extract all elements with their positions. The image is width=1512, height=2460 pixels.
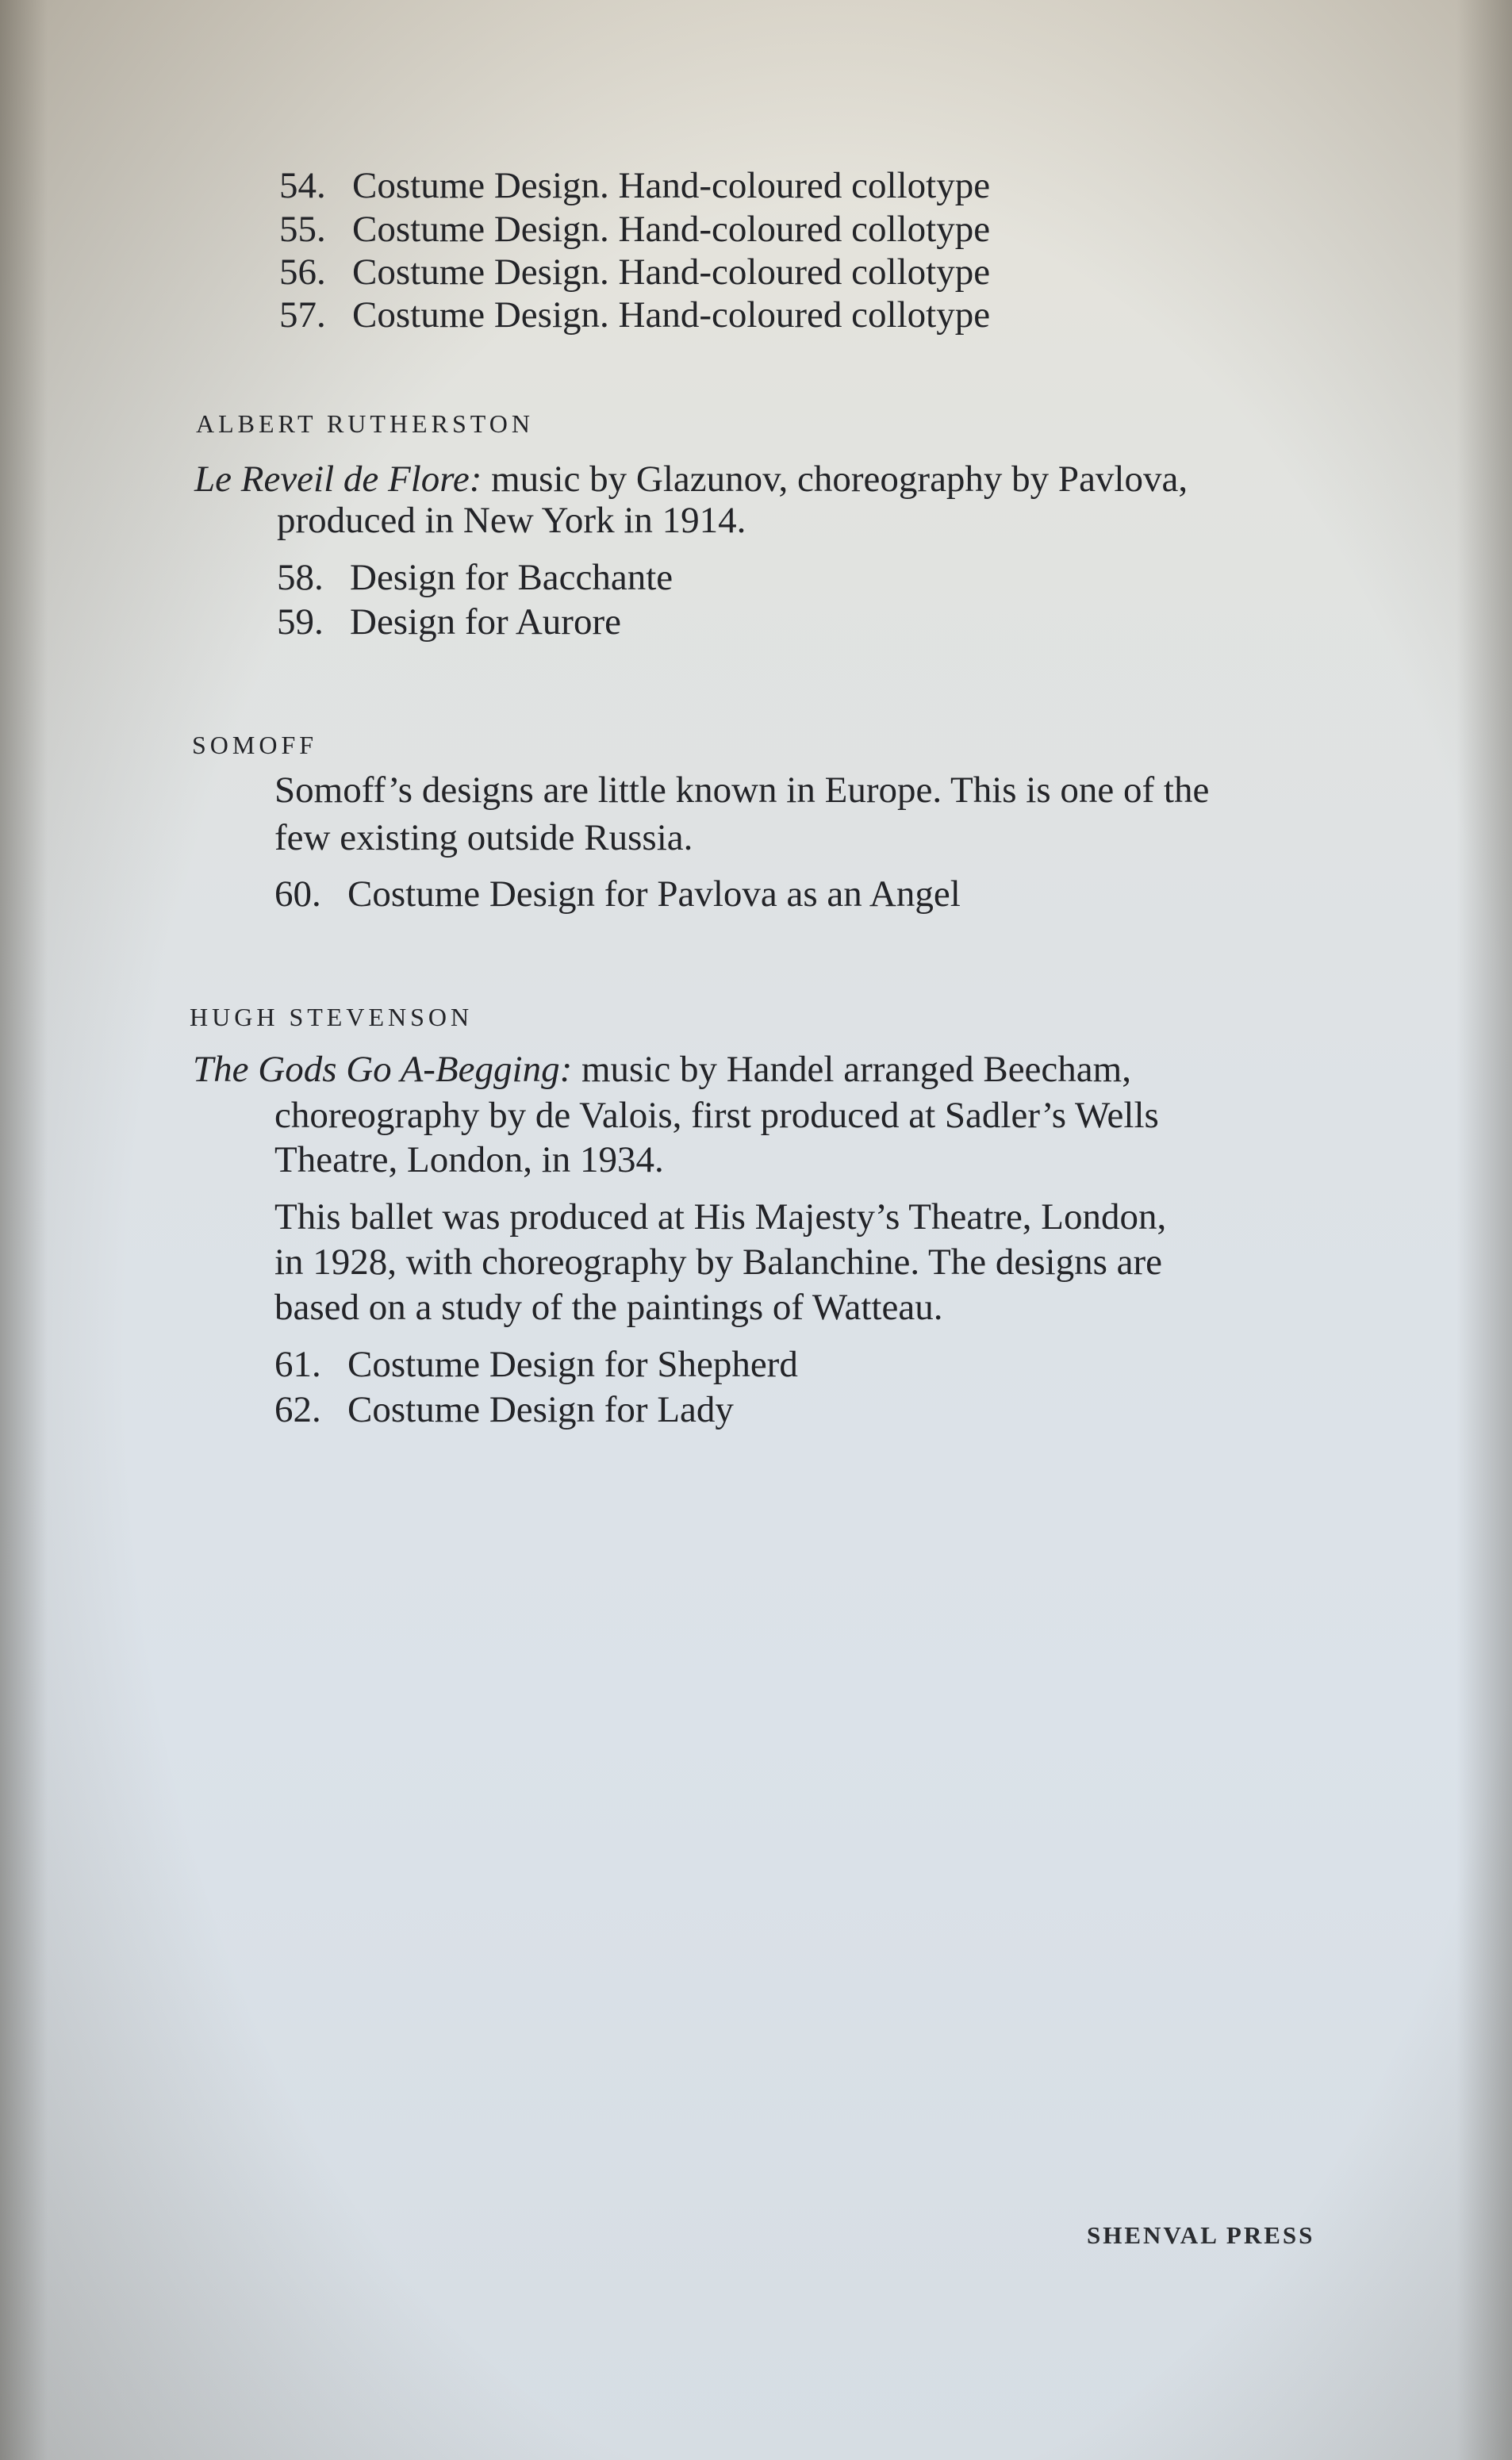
artist-heading: SOMOFF	[192, 731, 318, 759]
artist-note: Somoff’s designs are little known in Europe. This is one of the	[274, 769, 1210, 811]
item-text: Costume Design. Hand-coloured collotype	[352, 209, 991, 250]
list-item	[279, 250, 990, 294]
ballet-description-cont: produced in New York in 1914.	[277, 500, 746, 541]
page-shadow-left	[0, 0, 48, 2460]
list-item	[277, 555, 673, 600]
item-number: 54.	[279, 165, 326, 206]
artist-note-cont: few existing outside Russia.	[274, 817, 693, 858]
item-text: Costume Design. Hand-coloured collotype	[352, 294, 991, 336]
item-number: 62.	[274, 1389, 321, 1430]
item-number: 56.	[279, 251, 326, 293]
item-number: 57.	[279, 294, 326, 336]
item-text: Costume Design. Hand-coloured collotype	[352, 165, 991, 206]
item-text: Costume Design for Pavlova as an Angel	[347, 873, 961, 915]
ballet-description	[194, 457, 1188, 501]
item-text: Costume Design for Lady	[347, 1389, 734, 1430]
ballet-title: Le Reveil de Flore:	[194, 459, 482, 500]
item-text: Costume Design. Hand-coloured collotype	[352, 251, 991, 293]
list-item	[274, 1387, 734, 1432]
publisher-imprint: SHENVAL PRESS	[1087, 2221, 1315, 2249]
item-number: 61.	[274, 1344, 321, 1385]
ballet-note-cont: in 1928, with choreography by Balanchine. The designs are	[274, 1242, 1163, 1283]
list-item	[277, 600, 621, 644]
artist-heading: ALBERT RUTHERSTON	[196, 409, 534, 438]
page-shadow-right	[1456, 0, 1512, 2460]
list-item	[279, 293, 990, 337]
list-item	[279, 163, 990, 208]
item-number: 55.	[279, 209, 326, 250]
ballet-credits: music by Glazunov, choreography by Pavlova,	[482, 459, 1188, 500]
ballet-note-cont: based on a study of the paintings of Watteau.	[274, 1287, 943, 1328]
ballet-note: This ballet was produced at His Majesty’s Theatre, London,	[274, 1196, 1167, 1238]
item-text: Design for Aurore	[350, 601, 621, 643]
item-number: 60.	[274, 873, 321, 915]
ballet-credits: music by Handel arranged Beecham,	[572, 1049, 1131, 1090]
ballet-description	[193, 1047, 1131, 1092]
list-item	[274, 1342, 798, 1387]
item-text: Design for Bacchante	[350, 557, 673, 598]
ballet-title: The Gods Go A-Begging:	[193, 1049, 573, 1090]
list-item	[279, 207, 990, 251]
ballet-description-cont: Theatre, London, in 1934.	[274, 1139, 664, 1180]
ballet-description-cont: choreography by de Valois, first produced at Sadler’s Wells	[274, 1095, 1159, 1136]
artist-heading: HUGH STEVENSON	[190, 1003, 474, 1031]
item-number: 59.	[277, 601, 324, 643]
item-number: 58.	[277, 557, 324, 598]
item-text: Costume Design for Shepherd	[347, 1344, 798, 1385]
list-item	[274, 872, 961, 916]
